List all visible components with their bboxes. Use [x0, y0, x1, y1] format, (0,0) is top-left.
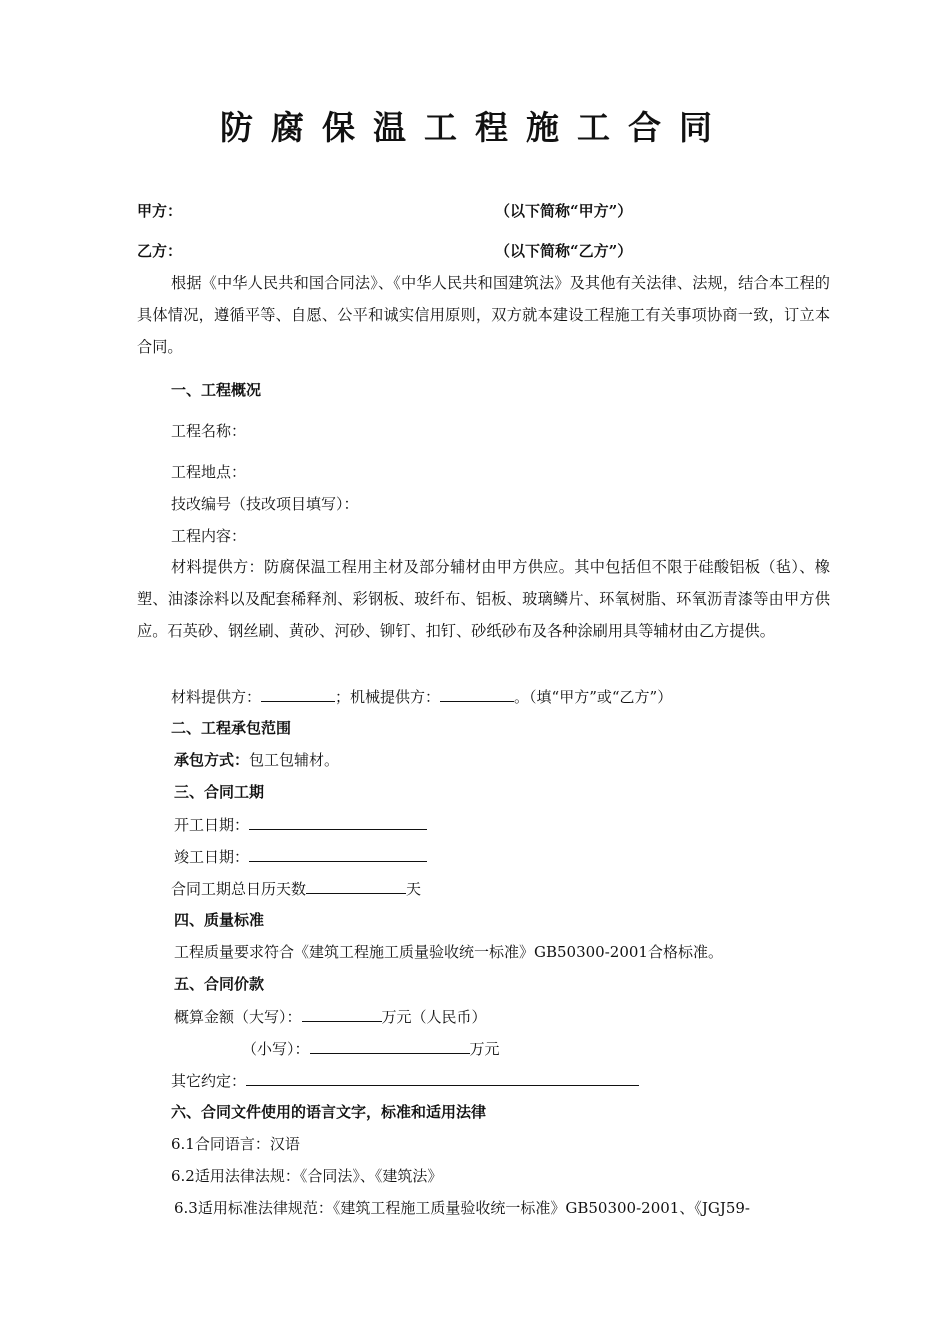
fill-note: 。（填“甲方”或“乙方”） — [514, 688, 673, 706]
budget-amount-label: 概算金额（大写）： — [174, 1008, 302, 1026]
quality-standard-text: 工程质量要求符合《建筑工程施工质量验收统一标准》GB50300-2001合格标准。 — [174, 943, 723, 961]
contract-mode-label: 承包方式： — [174, 751, 250, 769]
party-a-label: 甲方： — [137, 202, 183, 220]
contract-mode-line — [174, 750, 339, 770]
document-title: 防腐保温工程施工合同 — [220, 108, 730, 147]
materials-supplier-blank[interactable] — [261, 686, 335, 702]
end-date-label: 竣工日期： — [174, 848, 250, 866]
total-days-blank[interactable] — [306, 878, 406, 894]
total-days-label: 合同工期总日历天数 — [171, 880, 307, 898]
budget-small-unit: 万元 — [469, 1040, 500, 1058]
contract-mode-value: 包工包辅材。 — [249, 751, 340, 769]
budget-amount-unit: 万元（人民币） — [381, 1008, 487, 1026]
party-b-note: （以下简称“乙方”） — [495, 242, 633, 260]
other-terms-line — [171, 1070, 639, 1091]
end-date-blank[interactable] — [249, 846, 427, 862]
materials-supplier-label: 材料提供方： — [171, 688, 262, 706]
separator: ； — [335, 688, 351, 706]
budget-small-blank[interactable] — [310, 1038, 470, 1054]
materials-machine-line — [171, 686, 672, 707]
party-b-label: 乙方： — [137, 242, 183, 260]
total-days-unit: 天 — [406, 880, 422, 898]
section2-heading: 二、工程承包范围 — [171, 719, 292, 737]
budget-amount-blank[interactable] — [302, 1006, 382, 1022]
machine-supplier-blank[interactable] — [440, 686, 514, 702]
start-date-line — [174, 814, 427, 835]
materials-paragraph: 材料提供方：防腐保温工程用主材及部分辅材由甲方供应。其中包括但不限于硅酸铝板（毡）、橡塑、油漆涂料以及配套稀释剂、彩钢板、玻纤布、铝板、玻璃鳞片、环氧树脂、环氧沥青漆等由甲方供应。石英砂、钢丝刷、黄砂、河砂、铆钉、扣钉、砂纸砂布及各种涂刷用具等辅材由乙方提供。 — [137, 558, 830, 640]
project-content-label: 工程内容： — [171, 527, 247, 545]
intro-paragraph: 根据《中华人民共和国合同法》、《中华人民共和国建筑法》及其他有关法律、法规，结合本工程的具体情况，遵循平等、自愿、公平和诚实信用原则，双方就本建设工程施工有关事项协商一致，订立本合同。 — [137, 274, 830, 356]
end-date-line — [174, 846, 427, 867]
section6-item2: 6.2适用法律法规：《合同法》、《建筑法》 — [171, 1167, 443, 1185]
other-terms-label: 其它约定： — [171, 1072, 247, 1090]
total-days-line — [171, 878, 421, 899]
start-date-label: 开工日期： — [174, 816, 250, 834]
section1-heading: 一、工程概况 — [171, 381, 262, 399]
start-date-blank[interactable] — [249, 814, 427, 830]
section6-item1: 6.1合同语言：汉语 — [171, 1135, 300, 1153]
project-location-label: 工程地点： — [171, 463, 247, 481]
section5-heading: 五、合同价款 — [174, 975, 265, 993]
budget-small-label: （小写）： — [242, 1040, 310, 1058]
budget-amount-line — [174, 1006, 487, 1027]
budget-small-line — [242, 1038, 500, 1059]
section3-heading: 三、合同工期 — [174, 783, 265, 801]
section6-heading: 六、合同文件使用的语言文字，标准和适用法律 — [171, 1103, 487, 1121]
section4-heading: 四、质量标准 — [174, 911, 265, 929]
tech-number-label: 技改编号（技改项目填写）： — [171, 495, 359, 513]
section6-item3: 6.3适用标准法律规范：《建筑工程施工质量验收统一标准》GB50300-2001、《JGJ59- — [174, 1199, 750, 1217]
other-terms-blank[interactable] — [246, 1070, 639, 1086]
machine-supplier-label: 机械提供方： — [350, 688, 441, 706]
party-a-note: （以下简称“甲方”） — [495, 202, 633, 220]
project-name-label: 工程名称： — [171, 422, 247, 440]
